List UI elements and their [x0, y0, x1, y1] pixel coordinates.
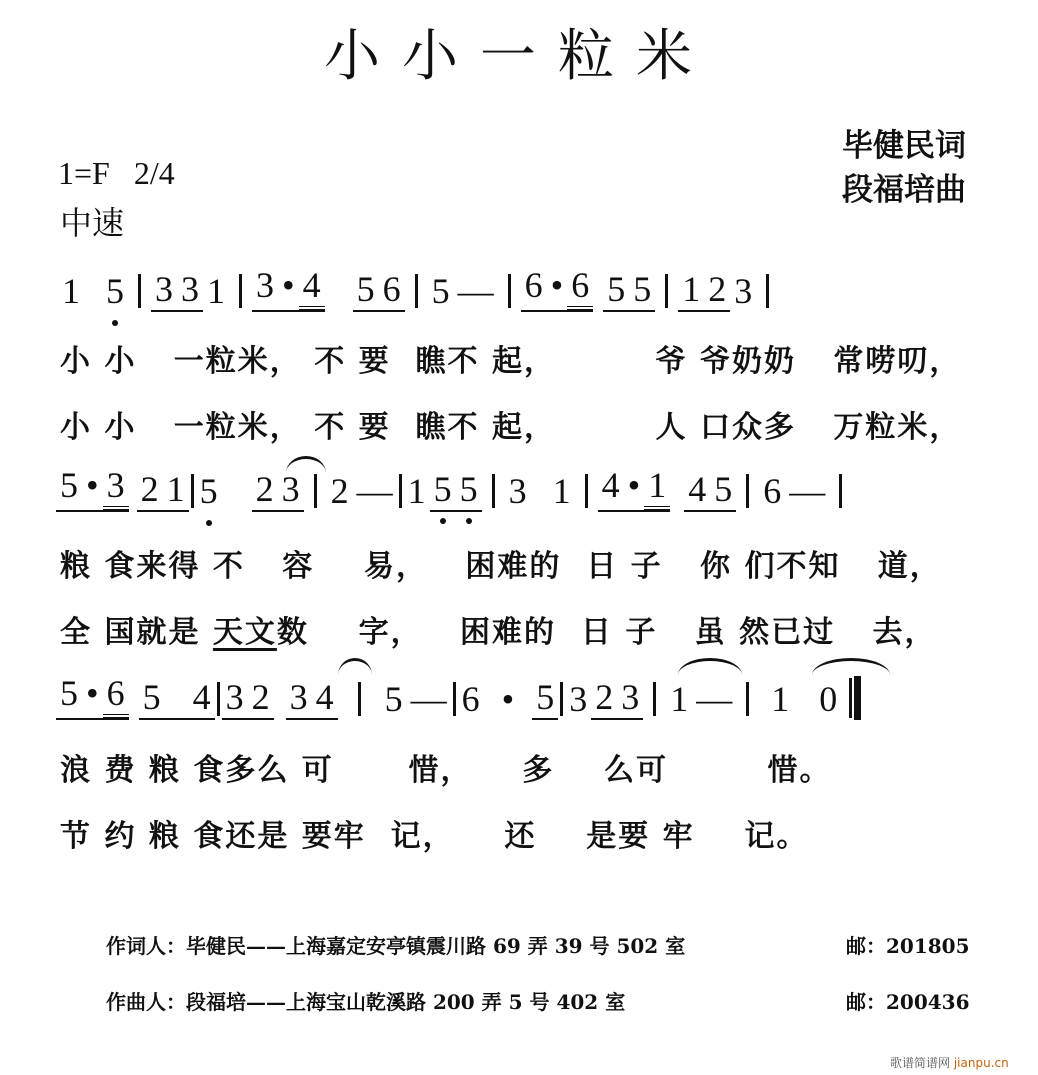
note: 5 — [60, 673, 78, 713]
note: 5 — [356, 269, 375, 309]
note: 3 — [569, 679, 588, 719]
lyric-underlined-word: 天文 — [212, 615, 277, 650]
bar-line — [839, 474, 842, 508]
note: 2 — [330, 471, 349, 511]
sixteenth-note: 6 — [567, 264, 593, 310]
augmentation-dot: • — [86, 465, 99, 505]
bar-line — [138, 274, 141, 308]
note: 3 — [256, 265, 274, 305]
note: 5 — [714, 469, 733, 509]
note: 4 — [192, 677, 211, 717]
bar-line — [653, 682, 656, 716]
eighth-note-group — [684, 468, 736, 512]
bar-line — [415, 274, 418, 308]
lyrics-line-3-verse-2: 节 约 粮 食还是 要牢 记， 还 是要 牢 记。 — [60, 819, 809, 854]
note: 1 — [682, 269, 701, 309]
lyricist-zip: 邮：201805 — [846, 934, 970, 958]
note: 1 — [62, 271, 80, 311]
final-barline-thick — [854, 676, 861, 720]
lyrics-line-2-verse-2 — [60, 607, 936, 651]
note: 3 — [734, 271, 753, 311]
note: 4 — [315, 677, 334, 717]
note: 1 — [771, 679, 790, 719]
note: 1 — [670, 679, 689, 719]
eighth-note-group — [137, 468, 189, 512]
note: 5 — [384, 679, 403, 719]
eighth-note-group — [222, 676, 274, 720]
sixteenth-note: 4 — [299, 264, 325, 310]
rest: 0 — [819, 679, 838, 719]
note: 2 — [140, 469, 159, 509]
note-low-octave: 5 — [456, 468, 482, 510]
note-low-octave: 5 — [102, 270, 128, 312]
note: 3 — [155, 269, 173, 309]
augmentation-dot: • — [627, 465, 641, 505]
dash-extension: — — [356, 471, 393, 511]
note: 5 — [607, 269, 626, 309]
note: 5 — [60, 465, 78, 505]
bar-line — [560, 682, 563, 716]
bar-line — [191, 474, 194, 508]
dash-extension: — — [696, 679, 733, 719]
key-signature: 1=F — [58, 155, 110, 191]
note: 1 — [552, 471, 571, 511]
dotted-rhythm-group — [521, 264, 594, 312]
lyricist-credit: 毕健民词 — [842, 128, 966, 164]
note: 1 — [407, 471, 426, 511]
bar-line — [358, 682, 361, 716]
composer-contact: 作曲人：段福培——上海宝山乾溪路 200 弄 5 号 402 室 — [106, 990, 626, 1014]
notation-line-1 — [58, 266, 779, 312]
watermark-domain: jianpu.cn — [953, 1056, 1009, 1070]
watermark — [890, 1054, 1009, 1071]
dash-extension: — — [410, 679, 447, 719]
bar-line — [453, 682, 456, 716]
credits — [842, 124, 966, 212]
note: 1 — [207, 271, 225, 311]
tie-slur — [812, 658, 890, 675]
tie-slur — [678, 658, 742, 675]
watermark-site-name: 歌谱简谱网 — [890, 1056, 951, 1070]
sixteenth-note: 1 — [644, 464, 670, 510]
eighth-note-group — [678, 268, 730, 312]
note: 3 — [281, 469, 300, 509]
time-signature: 2/4 — [133, 155, 175, 191]
augmentation-dot: • — [282, 265, 295, 305]
dotted-rhythm-group — [598, 464, 671, 512]
sixteenth-note: 6 — [103, 672, 129, 718]
eighth-note-group — [151, 268, 203, 312]
note: 6 — [524, 265, 543, 305]
eighth-note-group — [591, 676, 643, 720]
key-time-signature — [58, 155, 175, 192]
augmentation-dot: • — [550, 265, 564, 305]
note: 3 — [181, 269, 199, 309]
bar-line — [217, 682, 220, 716]
dotted-rhythm-group — [56, 464, 129, 512]
dotted-rhythm-group — [252, 264, 325, 312]
composer-credit: 段福培曲 — [842, 172, 966, 208]
note-low-octave: 5 — [430, 468, 456, 510]
lyric-segment: 全 国就是 — [60, 615, 213, 650]
bar-line — [508, 274, 511, 308]
lyrics-line-1-verse-1: 小 小 一粒米， 不 要 瞧不 起， 爷 爷奶奶 常唠叨， — [60, 344, 962, 379]
note: 6 — [382, 269, 401, 309]
bar-line — [492, 474, 495, 508]
lyrics-line-2-verse-1: 粮 食来得 不 容 易， 困难的 日 子 你 们不知 道， — [60, 549, 942, 584]
note: 5 — [142, 677, 161, 717]
final-barline-thin — [849, 678, 852, 718]
note: 2 — [251, 677, 270, 717]
lyrics-line-1-verse-2: 小 小 一粒米， 不 要 瞧不 起， 人 口众多 万粒米， — [60, 410, 962, 445]
note: 2 — [708, 269, 727, 309]
augmentation-dot: • — [501, 679, 515, 719]
eighth-note-group — [252, 468, 304, 512]
bar-line — [585, 474, 588, 508]
lyricist-contact: 作词人：毕健民——上海嘉定安亭镇震川路 69 弄 39 号 502 室 — [106, 934, 686, 958]
eighth-note-group — [286, 676, 338, 720]
note: 1 — [166, 469, 185, 509]
note: 3 — [621, 677, 640, 717]
eighth-note-group — [603, 268, 655, 312]
sixteenth-note: 3 — [103, 464, 129, 510]
note: 5 — [431, 271, 450, 311]
bar-line — [746, 474, 749, 508]
notation-line-2 — [56, 466, 852, 512]
eighth-note-group — [139, 676, 215, 720]
bar-line — [665, 274, 668, 308]
augmentation-dot: • — [86, 673, 99, 713]
note: 3 — [508, 471, 527, 511]
note: 2 — [595, 677, 614, 717]
note: 2 — [255, 469, 274, 509]
bar-line — [766, 274, 769, 308]
song-title: 小小一粒米 — [324, 24, 714, 89]
bar-line — [239, 274, 242, 308]
bar-line — [314, 474, 317, 508]
note: 3 — [225, 677, 244, 717]
dash-extension: — — [789, 471, 826, 511]
note: 5 — [633, 269, 652, 309]
eighth-note-group — [430, 468, 482, 512]
notation-line-3 — [56, 674, 861, 720]
eighth-note: 5 — [532, 676, 558, 720]
note: 6 — [461, 679, 480, 719]
tie-slur — [338, 658, 372, 675]
note-low-octave: 5 — [196, 470, 222, 512]
dash-extension: — — [457, 271, 494, 311]
lyrics-line-3-verse-1: 浪 费 粮 食多么 可 惜， 多 么可 惜。 — [60, 753, 832, 788]
tempo-marking: 中速 — [60, 204, 125, 242]
lyric-segment: 数 字， 困难的 日 子 虽 然已过 去， — [276, 615, 937, 650]
dotted-rhythm-group — [56, 672, 129, 720]
bar-line — [746, 682, 749, 716]
note: 6 — [763, 471, 782, 511]
bar-line — [399, 474, 402, 508]
note: 3 — [289, 677, 308, 717]
composer-zip: 邮：200436 — [846, 990, 970, 1014]
note: 4 — [601, 465, 620, 505]
eighth-note-group — [353, 268, 405, 312]
note: 4 — [688, 469, 707, 509]
